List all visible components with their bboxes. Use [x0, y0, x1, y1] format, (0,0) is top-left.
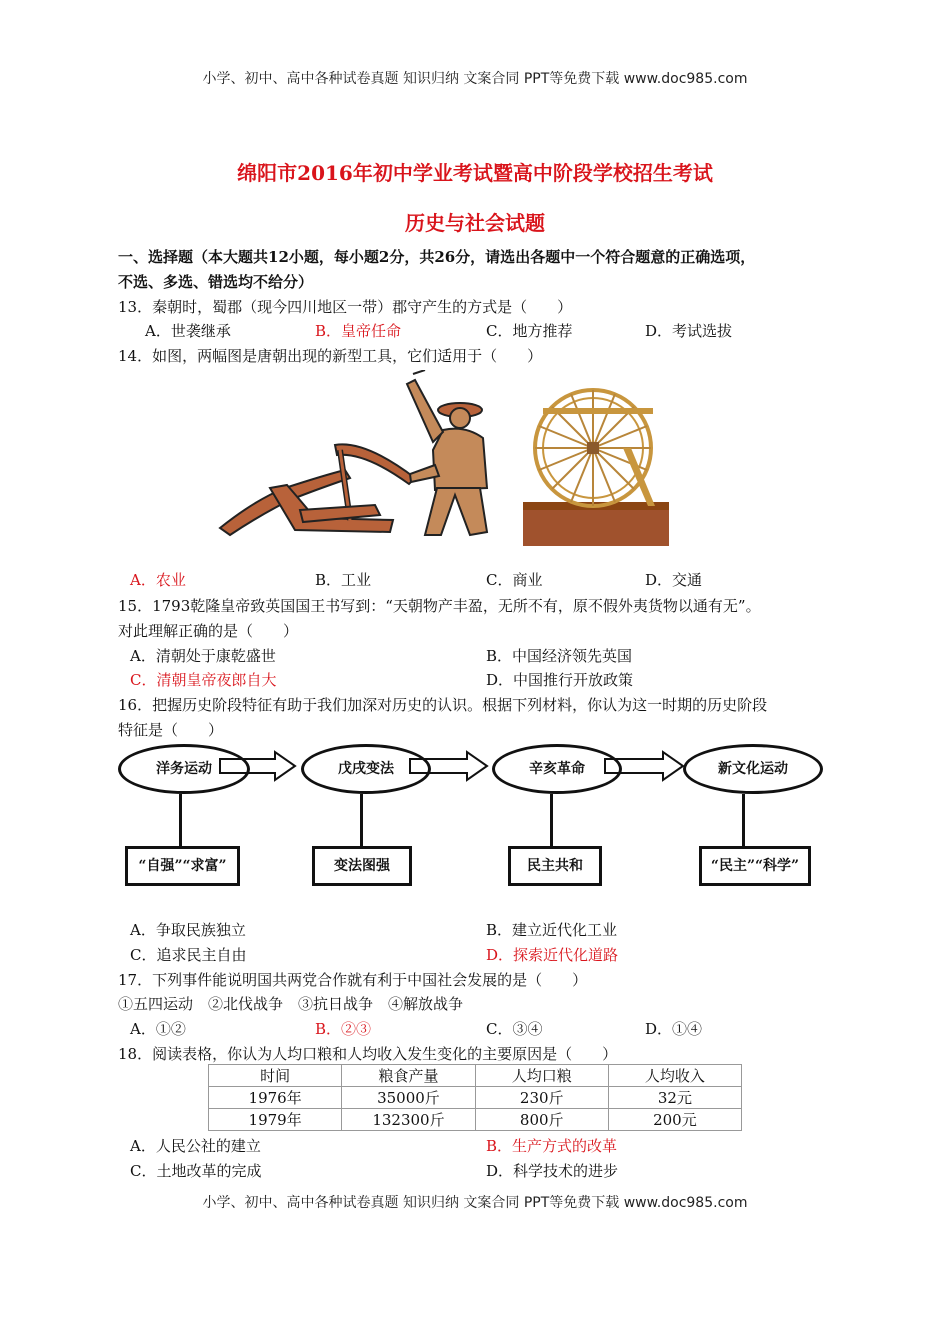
q14-stem: 14．如图，两幅图是唐朝出现的新型工具，它们适用于（ ）	[118, 347, 543, 365]
oval-new-culture-movement: 新文化运动	[683, 744, 823, 794]
table-row	[209, 1109, 742, 1131]
box-democracy-science: “民主”“科学”	[699, 846, 811, 886]
q15-option-c: C．清朝皇帝夜郎自大	[130, 671, 277, 689]
q16-stem-2: 特征是（ ）	[118, 721, 224, 739]
connector-line	[360, 794, 363, 846]
q15-stem-2: 对此理解正确的是（ ）	[118, 622, 299, 640]
q17-option-c: C．③④	[486, 1020, 543, 1038]
table-cell: 35000斤	[342, 1087, 475, 1109]
table-header-row	[209, 1065, 742, 1087]
oval-westernization-movement: 洋务运动	[118, 744, 250, 794]
table-header-cell: 粮食产量	[342, 1065, 475, 1087]
grain-income-table	[208, 1064, 742, 1131]
section-instruction-2: 不选、多选、错选均不给分）	[118, 273, 314, 291]
box-reform-for-strength: 变法图强	[312, 846, 412, 886]
table-header-cell: 时间	[209, 1065, 342, 1087]
q14-option-b: B．工业	[315, 571, 372, 589]
q13-option-c: C．地方推荐	[486, 322, 573, 340]
oval-hundred-days-reform: 戊戌变法	[301, 744, 431, 794]
exam-title: 绵阳市2016年初中学业考试暨高中阶段学校招生考试	[237, 161, 713, 185]
q18-option-b: B．生产方式的改革	[486, 1137, 618, 1155]
q13-stem: 13．秦朝时，蜀郡（现今四川地区一带）郡守产生的方式是（ ）	[118, 298, 573, 316]
q17-option-b: B．②③	[315, 1020, 372, 1038]
q15-option-b: B．中国经济领先英国	[486, 647, 633, 665]
q18-option-a: A．人民公社的建立	[130, 1137, 261, 1155]
table-cell: 32元	[608, 1087, 741, 1109]
connector-line	[550, 794, 553, 846]
q16-option-a: A．争取民族独立	[130, 921, 246, 939]
q17-option-d: D．①④	[645, 1020, 703, 1038]
curved-plough-illustration	[215, 370, 505, 540]
table-cell: 1976年	[209, 1087, 342, 1109]
q15-option-a: A．清朝处于康乾盛世	[130, 647, 276, 665]
q17-items: ①五四运动 ②北伐战争 ③抗日战争 ④解放战争	[118, 995, 464, 1013]
q14-option-d: D．交通	[645, 571, 703, 589]
q15-stem-1: 15．1793乾隆皇帝致英国国王书写到：“天朝物产丰盈，无所不有，原不假外夷货物以通有无”。	[118, 597, 761, 615]
table-cell: 132300斤	[342, 1109, 475, 1131]
connector-line	[742, 794, 745, 846]
box-self-strengthening: “自强”“求富”	[125, 846, 240, 886]
page-header: 小学、初中、高中各种试卷真题 知识归纳 文案合同 PPT等免费下载 www.doc985.com	[202, 71, 748, 87]
q14-option-c: C．商业	[486, 571, 543, 589]
page-footer: 小学、初中、高中各种试卷真题 知识归纳 文案合同 PPT等免费下载 www.doc985.com	[202, 1195, 748, 1211]
table-header-cell: 人均口粮	[475, 1065, 608, 1087]
q13-option-d: D．考试选拔	[645, 322, 733, 340]
q13-option-a: A．世袭继承	[145, 322, 231, 340]
table-row	[209, 1087, 742, 1109]
q18-stem: 18．阅读表格，你认为人均口粮和人均收入发生变化的主要原因是（ ）	[118, 1045, 618, 1063]
water-wheel-illustration	[523, 378, 669, 546]
table-cell: 800斤	[475, 1109, 608, 1131]
table-cell: 200元	[608, 1109, 741, 1131]
q13-option-b: B．皇帝任命	[315, 322, 402, 340]
q18-option-d: D．科学技术的进步	[486, 1162, 619, 1180]
section-instruction-1: 一、选择题（本大题共12小题，每小题2分，共26分，请选出各题中一个符合题意的正确选项，	[118, 248, 756, 266]
table-cell: 1979年	[209, 1109, 342, 1131]
q17-option-a: A．①②	[130, 1020, 186, 1038]
box-democratic-republic: 民主共和	[508, 846, 602, 886]
connector-line	[179, 794, 182, 846]
oval-xinhai-revolution: 辛亥革命	[492, 744, 622, 794]
exam-subtitle: 历史与社会试题	[405, 211, 545, 235]
q17-stem: 17．下列事件能说明国共两党合作就有利于中国社会发展的是（ ）	[118, 971, 588, 989]
q15-option-d: D．中国推行开放政策	[486, 671, 634, 689]
q16-option-d: D．探索近代化道路	[486, 946, 619, 964]
q16-stem-1: 16．把握历史阶段特征有助于我们加深对历史的认识。根据下列材料，你认为这一时期的历史阶段	[118, 696, 768, 714]
q18-option-c: C．土地改革的完成	[130, 1162, 262, 1180]
history-stage-diagram	[115, 742, 845, 892]
table-cell: 230斤	[475, 1087, 608, 1109]
q16-option-b: B．建立近代化工业	[486, 921, 618, 939]
q14-option-a: A．农业	[130, 571, 186, 589]
q16-option-c: C．追求民主自由	[130, 946, 247, 964]
table-header-cell: 人均收入	[608, 1065, 741, 1087]
